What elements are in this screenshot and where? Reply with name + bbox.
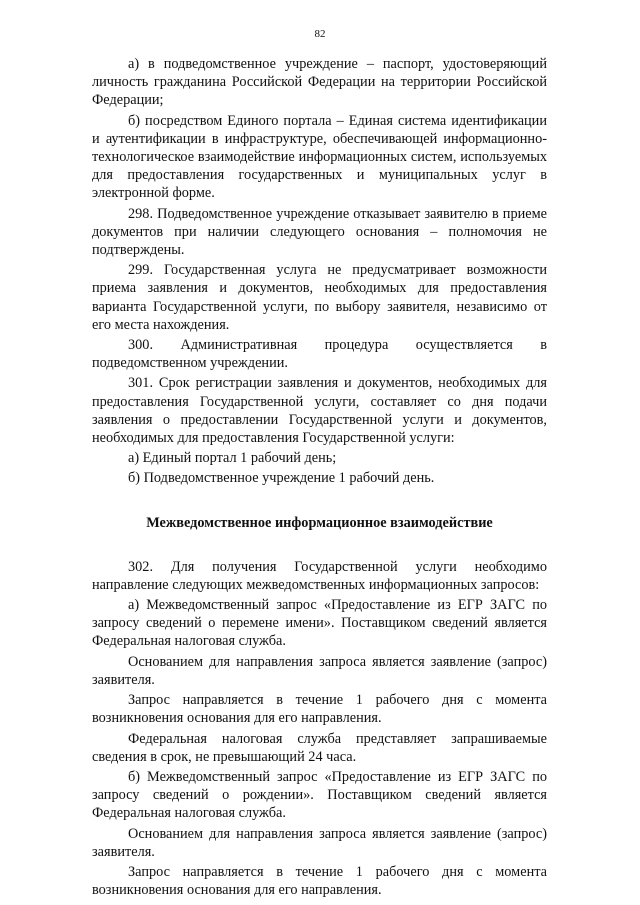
paragraph-302-a-basis: Основанием для направления запроса является заявление (запрос) заявителя. [92,653,547,688]
paragraph-301-a: а) Единый портал 1 рабочий день; [128,450,337,467]
paragraph-302-a-response: Федеральная налоговая служба представляет запрашиваемые сведения в срок, не превышающий 24 часа. [92,730,547,765]
paragraph-301: 301. Срок регистрации заявления и документов, необходимых для предоставления Государственной услуги, составляет со дня подачи заявления о предоставлении Государственной услуги и документов, необходимых для предоставления Государственной услуги: [92,375,547,447]
paragraph-302-b-timing: Запрос направляется в течение 1 рабочего дня с момента возникновения основания для его направления. [92,863,547,899]
paragraph-301-b: б) Подведомственное учреждение 1 рабочий день. [128,470,435,487]
paragraph-302-b-basis: Основанием для направления запроса является заявление (запрос) заявителя. [92,825,547,860]
paragraph-302-b: б) Межведомственный запрос «Предоставление из ЕГР ЗАГС по запросу сведений о рождении». Поставщиком сведений является Федеральная налоговая служба. [92,768,547,822]
paragraph-300: 300. Административная процедура осуществляется в подведомственном учреждении. [92,337,547,372]
page-number: 82 [314,28,326,40]
paragraph-identity-passport: а) в подведомственное учреждение – паспорт, удостоверяющий личность гражданина Российской Федерации на территории Российской Федерации; [92,56,547,109]
section-heading: Межведомственное информационное взаимодействие [146,514,493,531]
paragraph-identity-esia: б) посредством Единого портала – Единая система идентификации и аутентификации в инфраструктуре, обеспечивающей информационно-технологическое взаимодействие информационных систем, используемых для предоставления государственных и муниципальных услуг в электронной форме. [92,112,547,202]
document-body [92,55,547,899]
paragraph-302-a-timing: Запрос направляется в течение 1 рабочего дня с момента возникновения основания для его направления. [92,692,547,727]
paragraph-302: 302. Для получения Государственной услуги необходимо направление следующих межведомственных информационных запросов: [92,558,547,593]
paragraph-298: 298. Подведомственное учреждение отказывает заявителю в приеме документов при наличии следующего основания – полномочия не подтверждены. [92,205,547,259]
paragraph-299: 299. Государственная услуга не предусматривает возможности приема заявления и документов, необходимых для предоставления варианта Государственной услуги, по выбору заявителя, независимо от его места нахождения. [92,262,547,333]
paragraph-302-a: а) Межведомственный запрос «Предоставление из ЕГР ЗАГС по запросу сведений о перемене имени». Поставщиком сведений является Федеральная налоговая служба. [92,597,547,650]
